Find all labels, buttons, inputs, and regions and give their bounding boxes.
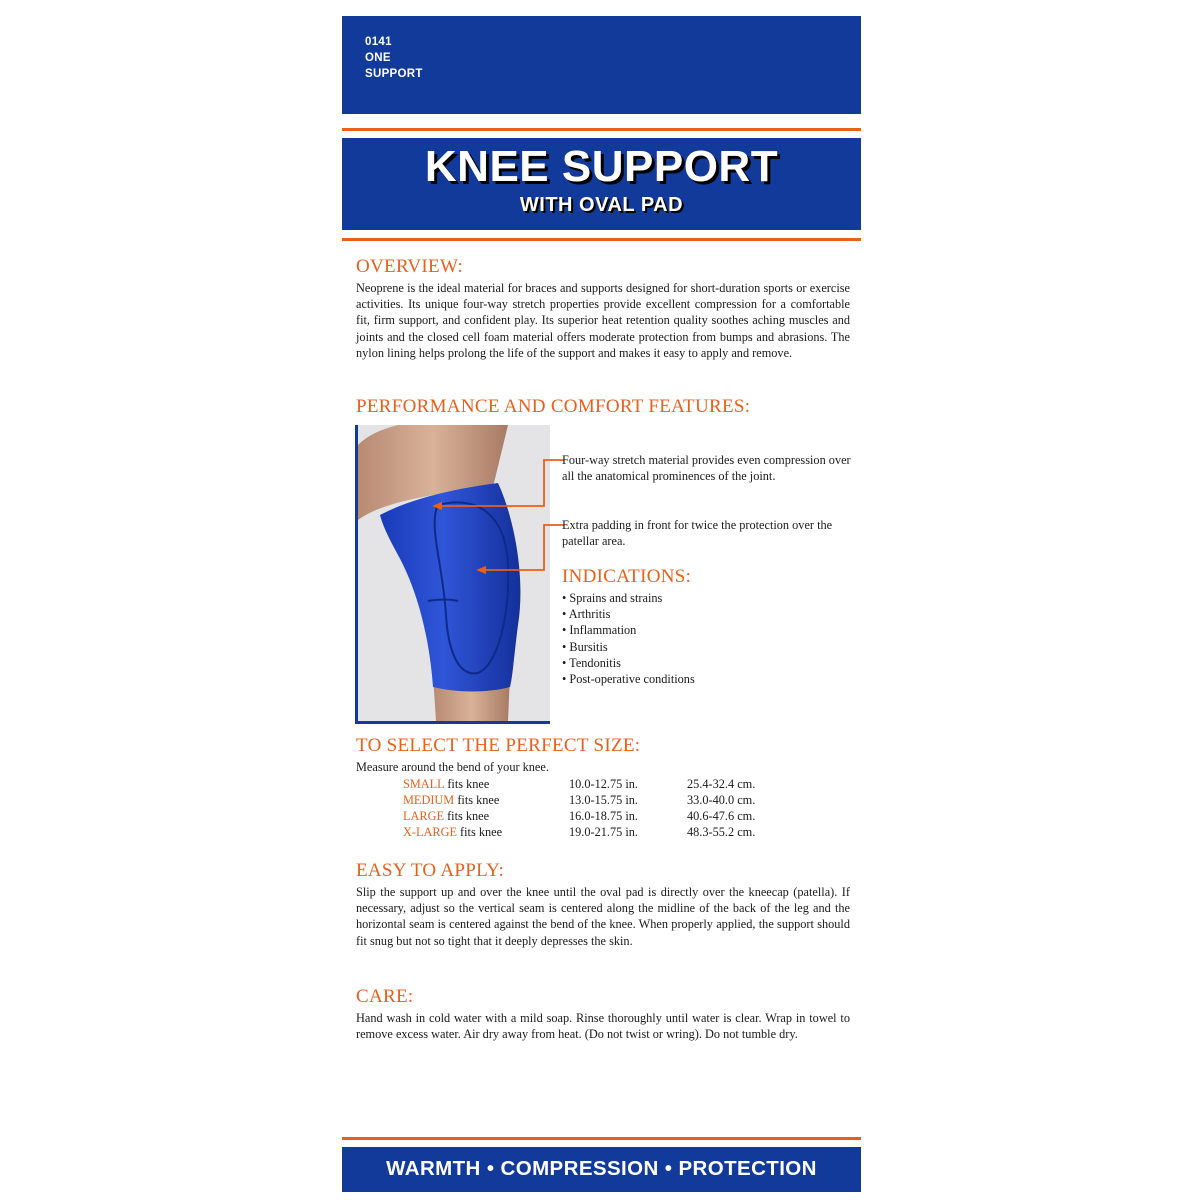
care-heading: CARE: — [356, 986, 414, 1007]
size-cm: 40.6-47.6 cm. — [687, 809, 756, 823]
product-number: 0141 — [365, 36, 392, 48]
divider-stripe — [342, 238, 861, 241]
sizing-heading: TO SELECT THE PERFECT SIZE: — [356, 735, 641, 756]
list-item: • Sprains and strains — [562, 590, 695, 606]
size-fits-label: fits knee — [447, 809, 490, 823]
table-row — [403, 792, 755, 808]
page-title: KNEE SUPPORT — [424, 142, 779, 191]
title-banner — [342, 138, 861, 230]
callout-arrows — [402, 455, 567, 575]
product-code-line: ONE — [365, 52, 391, 64]
feature-padding-text: Extra padding in front for twice the protection over the patellar area. — [562, 518, 833, 549]
list-item: • Tendonitis — [562, 655, 695, 671]
size-name: LARGE — [403, 809, 444, 823]
size-name: X-LARGE — [403, 825, 457, 839]
indications-list — [562, 590, 695, 687]
care-text: Hand wash in cold water with a mild soap. Rinse thoroughly until water is clear. Wrap in towel to remove excess water. Air dry away from heat. (Do not twist or wring). Do not tumble dry. — [356, 1011, 850, 1042]
table-row — [403, 808, 755, 824]
table-row — [403, 824, 755, 840]
size-fits-label: fits knee — [460, 825, 503, 839]
page-subtitle: WITH OVAL PAD — [519, 194, 684, 216]
apply-heading: EASY TO APPLY: — [356, 860, 505, 881]
tagline-banner — [342, 1147, 861, 1192]
size-inches: 16.0-18.75 in. — [569, 809, 638, 823]
features-heading: PERFORMANCE AND COMFORT FEATURES: — [356, 396, 751, 417]
size-cm: 33.0-40.0 cm. — [687, 793, 756, 807]
size-inches: 13.0-15.75 in. — [569, 793, 638, 807]
list-item: • Bursitis — [562, 639, 695, 655]
size-table — [403, 776, 755, 840]
list-item: • Arthritis — [562, 606, 695, 622]
overview-heading: OVERVIEW: — [356, 256, 464, 277]
feature-stretch-text: Four-way stretch material provides even compression over all the anatomical prominences of the joint. — [562, 453, 851, 484]
size-name: SMALL — [403, 777, 445, 791]
list-item: • Inflammation — [562, 622, 695, 638]
apply-text: Slip the support up and over the knee until the oval pad is directly over the kneecap (patella). If necessary, adjust so the vertical seam is centered along the midline of the back of the leg and the horizontal seam is centered against the bend of the knee. When properly applied, the support should fit snug but not so tight that it deeply depresses the skin. — [356, 885, 850, 948]
size-name: MEDIUM — [403, 793, 455, 807]
product-insert — [342, 0, 861, 1200]
tagline-text: WARMTH • COMPRESSION • PROTECTION — [386, 1157, 817, 1180]
product-code-block — [342, 16, 861, 114]
size-inches: 10.0-12.75 in. — [569, 777, 638, 791]
indications-heading: INDICATIONS: — [562, 566, 692, 587]
table-row — [403, 776, 755, 792]
divider-stripe — [342, 1137, 861, 1140]
size-cm: 25.4-32.4 cm. — [687, 777, 756, 791]
sizing-intro: Measure around the bend of your knee. — [356, 760, 549, 774]
size-fits-label: fits knee — [457, 793, 500, 807]
size-cm: 48.3-55.2 cm. — [687, 825, 756, 839]
divider-stripe — [342, 128, 861, 131]
overview-text: Neoprene is the ideal material for braces and supports designed for short-duration sports or exercise activities. Its unique four-way stretch properties provide excellent compression for a comfortable fit, firm support, and confident play. Its superior heat retention quality soothes aching muscles and joints and the closed cell foam material offers moderate protection from bumps and abrasions. The nylon lining helps prolong the life of the support and makes it easy to apply and remove. — [356, 281, 850, 360]
list-item: • Post-operative conditions — [562, 671, 695, 687]
size-fits-label: fits knee — [447, 777, 490, 791]
size-inches: 19.0-21.75 in. — [569, 825, 638, 839]
product-code-line: SUPPORT — [365, 68, 423, 80]
